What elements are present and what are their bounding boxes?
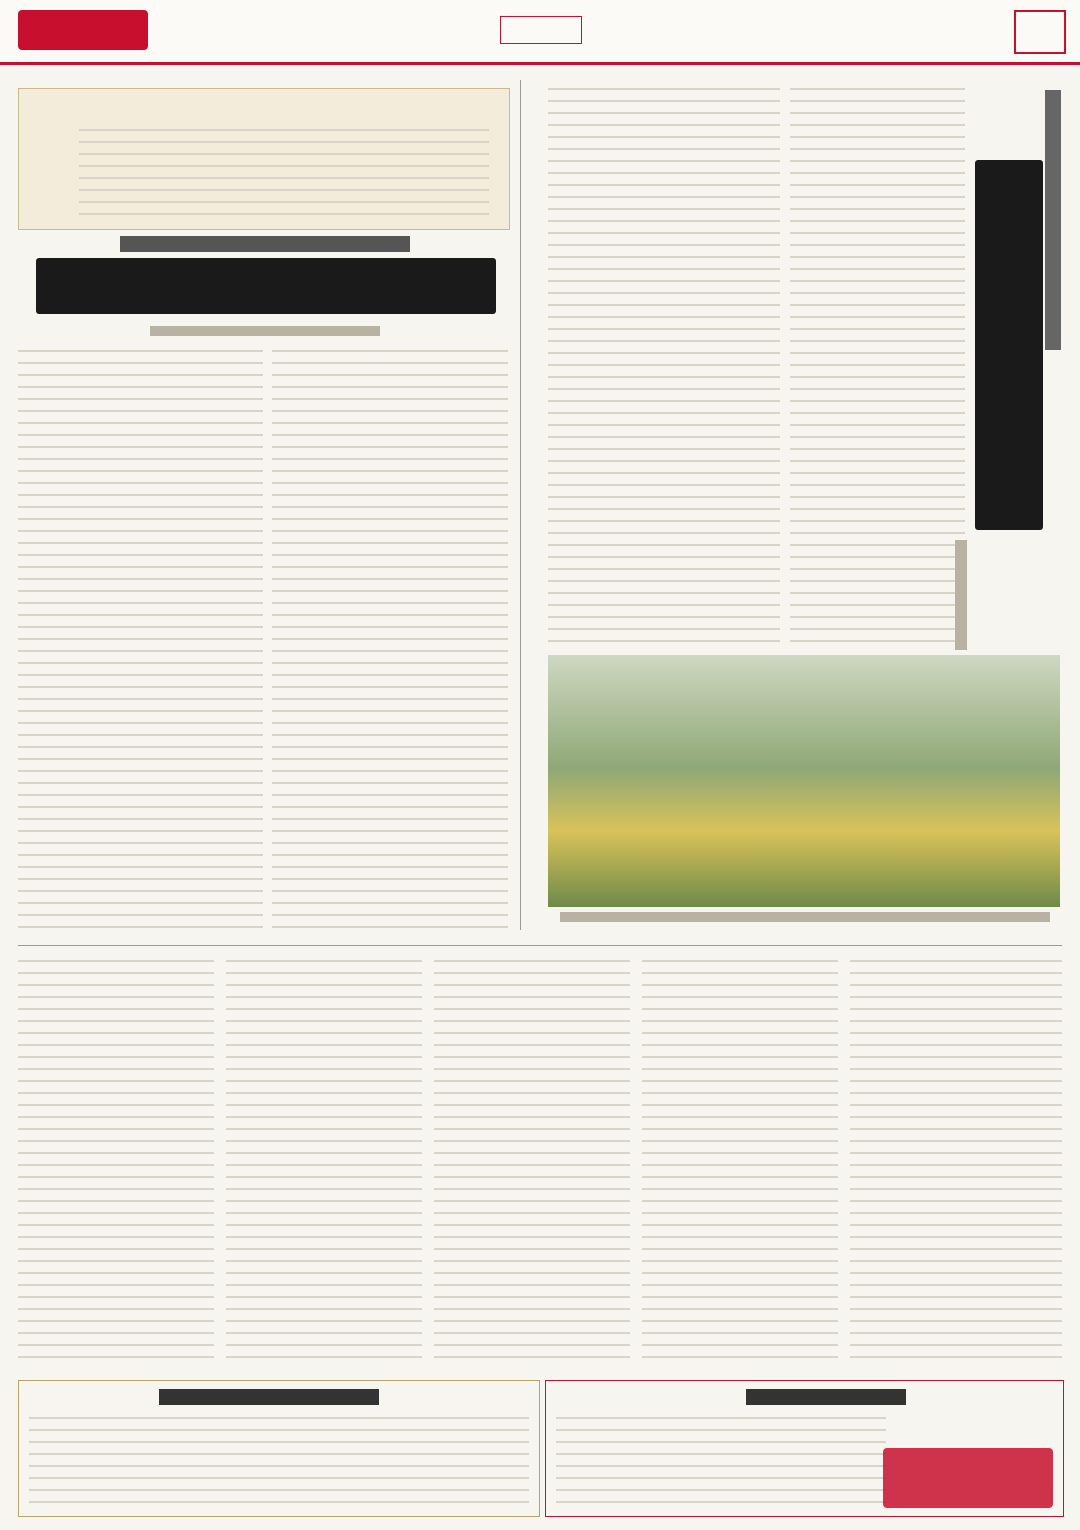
logo-stamp bbox=[883, 1448, 1053, 1508]
section-title bbox=[500, 16, 582, 44]
page-number bbox=[1014, 10, 1066, 54]
article-column-6 bbox=[226, 960, 422, 1365]
article-column-2 bbox=[272, 350, 508, 930]
bottom-story-left bbox=[18, 1380, 540, 1517]
bottom-story-right bbox=[545, 1380, 1064, 1517]
article-column-3 bbox=[548, 88, 780, 648]
bottom-left-title bbox=[159, 1389, 379, 1405]
article-headline bbox=[36, 258, 496, 314]
farm-photo bbox=[548, 655, 1060, 907]
article-column-4 bbox=[790, 88, 965, 648]
article-subheadline bbox=[120, 236, 410, 252]
masthead bbox=[0, 0, 1080, 65]
article-column-7 bbox=[434, 960, 630, 1365]
article-column-1 bbox=[18, 350, 263, 930]
vertical-byline bbox=[955, 540, 967, 650]
article-column-5 bbox=[18, 960, 214, 1365]
vertical-headline bbox=[975, 160, 1043, 530]
bottom-right-text bbox=[556, 1417, 886, 1507]
editor-note-text bbox=[79, 129, 489, 219]
bottom-right-title bbox=[746, 1389, 906, 1405]
vertical-subheadline bbox=[1045, 90, 1061, 350]
newspaper-logo bbox=[18, 10, 148, 50]
column-divider bbox=[520, 80, 521, 930]
section-divider bbox=[18, 945, 1062, 946]
byline bbox=[150, 326, 380, 336]
editor-note-box bbox=[18, 88, 510, 230]
article-column-9 bbox=[850, 960, 1062, 1365]
article-column-8 bbox=[642, 960, 838, 1365]
photo-caption bbox=[560, 912, 1050, 922]
bottom-left-text bbox=[29, 1417, 529, 1507]
